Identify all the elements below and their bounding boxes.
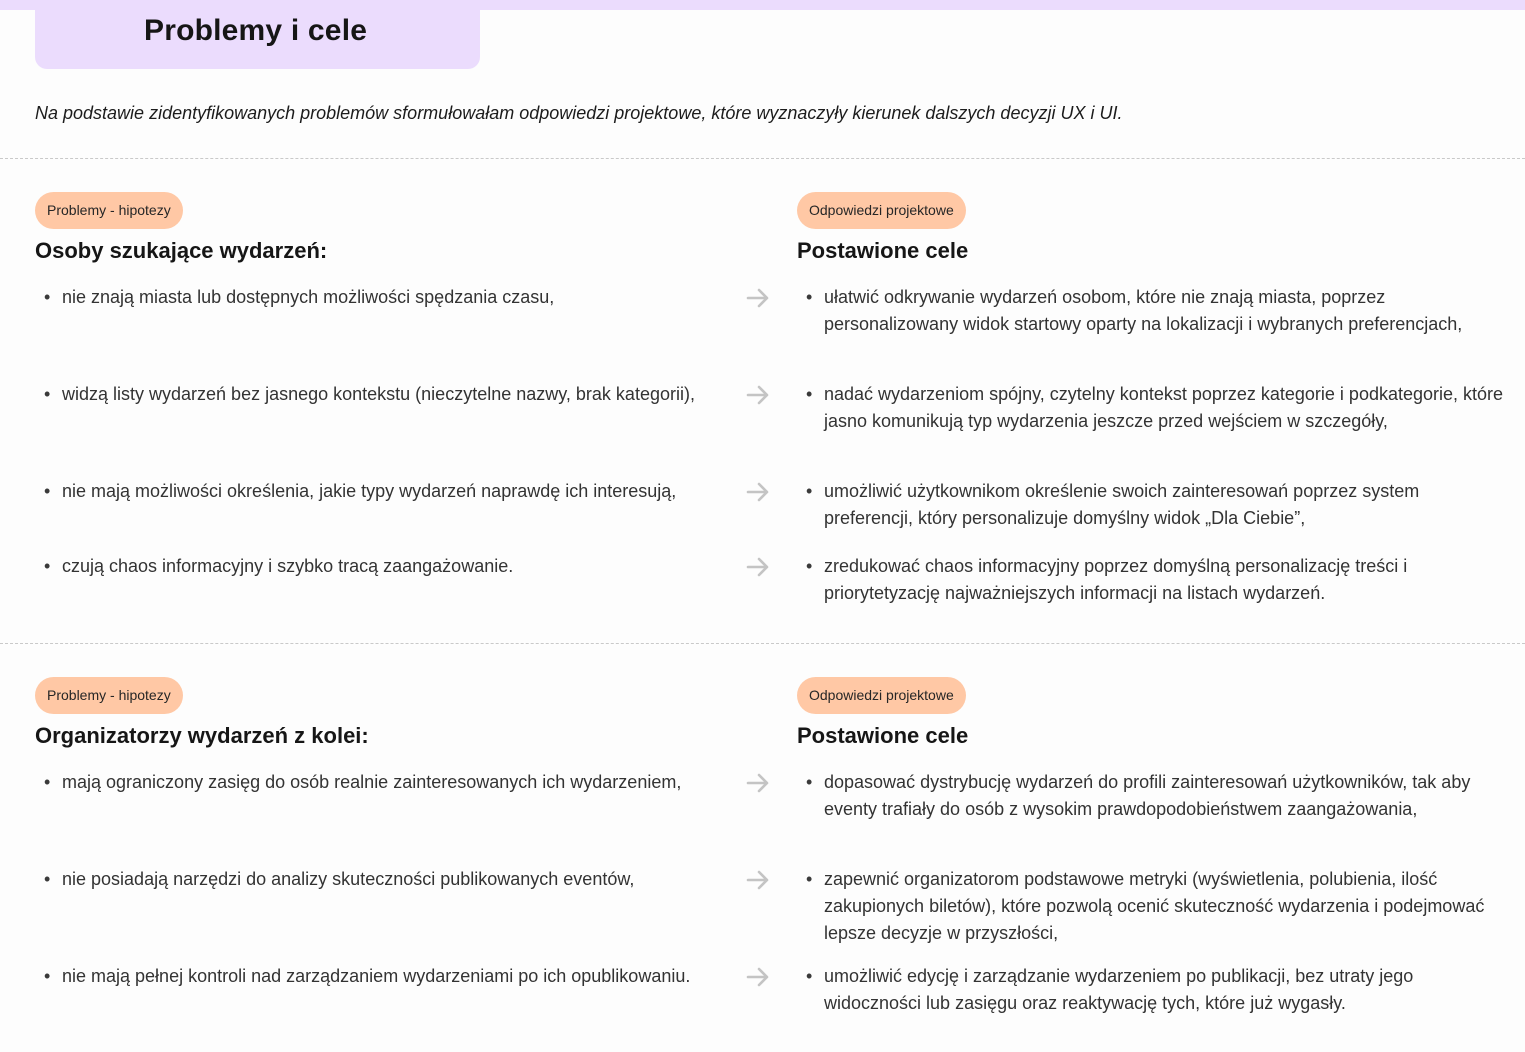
bullet: • [44, 384, 51, 404]
bullet: • [44, 772, 51, 792]
problem-text: nie znają miasta lub dostępnych możliwości spędzania czasu, [62, 287, 555, 307]
arrow-right-icon [746, 555, 770, 579]
goals-heading: Postawione cele [797, 723, 969, 748]
goals-heading: Postawione cele [797, 238, 969, 263]
bullet: • [44, 966, 51, 986]
problems-pill: Problemy - hipotezy [35, 677, 183, 714]
arrow-right-icon [746, 286, 770, 310]
goal-text: ułatwić odkrywanie wydarzeń osobom, które nie znają miasta, poprzez personalizowany widok startowy oparty na lokalizacji i wybranych preferencjach, [824, 287, 1463, 334]
design-answers-pill: Odpowiedzi projektowe [797, 192, 966, 229]
problems-pill: Problemy - hipotezy [35, 192, 183, 229]
intro-text: Na podstawie zidentyfikowanych problemów sformułowałam odpowiedzi projektowe, które wyznaczyły kierunek dalszych decyzji UX i UI. [35, 103, 1123, 123]
bullet: • [44, 287, 51, 307]
bullet: • [806, 384, 813, 404]
goal-text: zapewnić organizatorom podstawowe metryki (wyświetlenia, polubienia, ilość zakupionych biletów), które pozwolą ocenić skuteczność wydarzenia i podejmować lepsze decyzje w przyszłości, [824, 869, 1485, 943]
bullet: • [806, 966, 813, 986]
arrow-right-icon [746, 771, 770, 795]
title-tab [35, 0, 480, 69]
bullet: • [806, 481, 813, 501]
bullet: • [44, 481, 51, 501]
bullet: • [44, 556, 51, 576]
arrow-right-icon [746, 965, 770, 989]
problems-heading: Organizatorzy wydarzeń z kolei: [35, 723, 369, 748]
goal-text: umożliwić użytkownikom określenie swoich zainteresowań poprzez system preferencji, który personalizuje domyślny widok „Dla Ciebie”, [824, 481, 1420, 528]
bullet: • [806, 556, 813, 576]
problem-text: czują chaos informacyjny i szybko tracą zaangażowanie. [62, 556, 514, 576]
problem-text: nie posiadają narzędzi do analizy skuteczności publikowanych eventów, [62, 869, 635, 889]
goal-text: nadać wydarzeniom spójny, czytelny kontekst poprzez kategorie i podkategorie, które jasno komunikują typ wydarzenia jeszcze przed wejściem w szczegóły, [824, 384, 1504, 431]
design-answers-pill: Odpowiedzi projektowe [797, 677, 966, 714]
problem-text: nie mają pełnej kontroli nad zarządzaniem wydarzeniami po ich opublikowaniu. [62, 966, 691, 986]
goal-text: dopasować dystrybucję wydarzeń do profili zainteresowań użytkowników, tak aby eventy trafiały do osób z wysokim prawdopodobieństwem zaangażowania, [824, 772, 1471, 819]
page-title: Problemy i cele [144, 14, 368, 47]
bullet: • [44, 869, 51, 889]
section-divider [0, 643, 1525, 644]
problem-text: mają ograniczony zasięg do osób realnie zainteresowanych ich wydarzeniem, [62, 772, 682, 792]
bullet: • [806, 287, 813, 307]
problem-text: nie mają możliwości określenia, jakie typy wydarzeń naprawdę ich interesują, [62, 481, 677, 501]
section-divider [0, 158, 1525, 159]
arrow-right-icon [746, 868, 770, 892]
arrow-right-icon [746, 383, 770, 407]
goal-text: zredukować chaos informacyjny poprzez domyślną personalizację treści i priorytetyzację najważniejszych informacji na listach wydarzeń. [824, 556, 1408, 603]
bullet: • [806, 772, 813, 792]
goal-text: umożliwić edycję i zarządzanie wydarzeniem po publikacji, bez utraty jego widoczności lub zasięgu oraz reaktywację tych, które już wygasły. [824, 966, 1414, 1013]
problem-text: widzą listy wydarzeń bez jasnego kontekstu (nieczytelne nazwy, brak kategorii), [62, 384, 695, 404]
problems-heading: Osoby szukające wydarzeń: [35, 238, 328, 263]
bullet: • [806, 869, 813, 889]
arrow-right-icon [746, 480, 770, 504]
